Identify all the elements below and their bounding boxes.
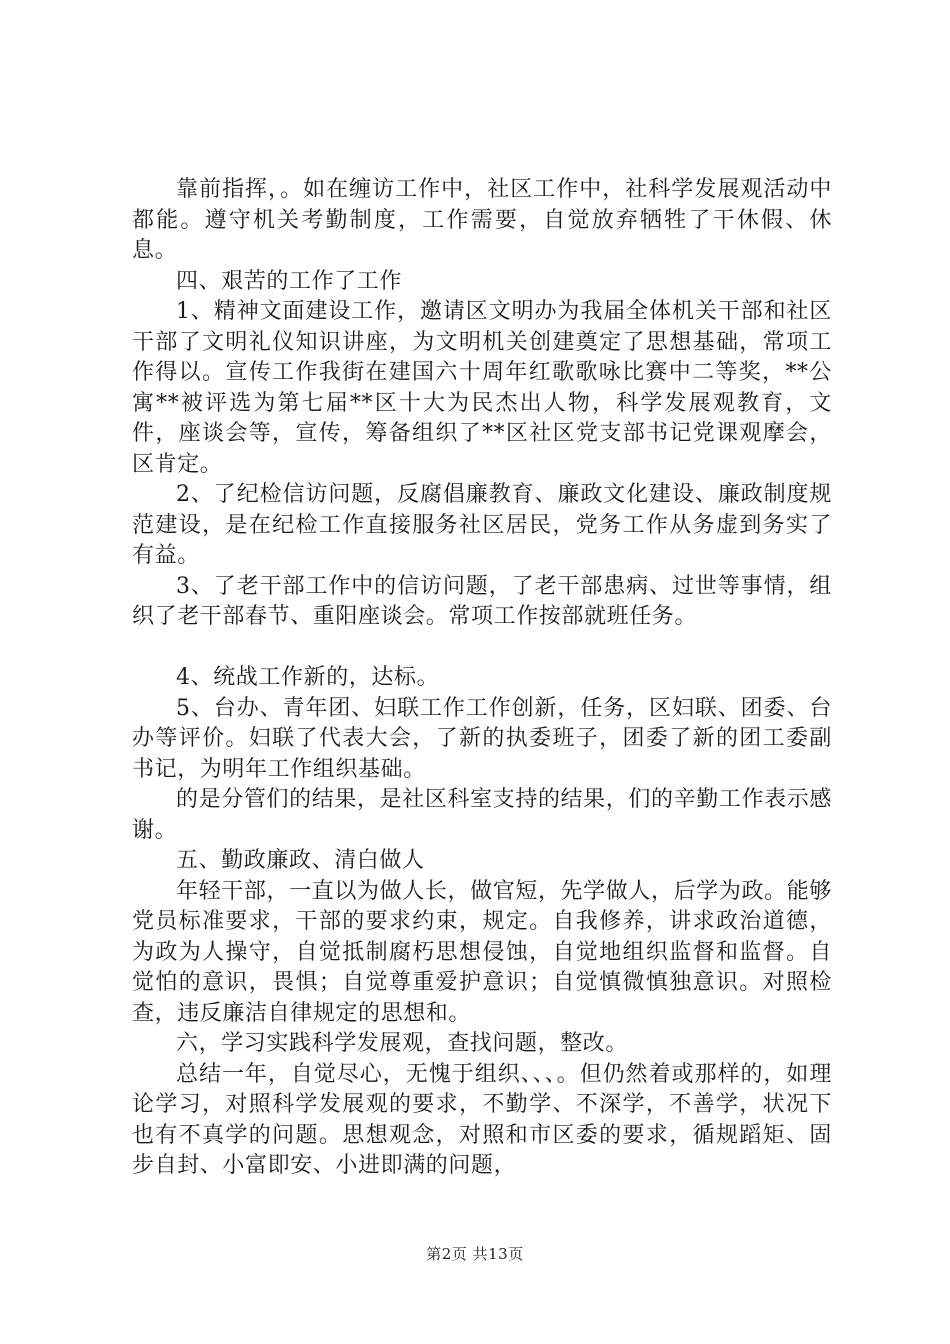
section-heading-5: 五、勤政廉政、清白做人 bbox=[176, 848, 425, 873]
paragraph-summary: 总结一年，自觉尽心，无愧于组织、、、。但仍然着或那样的，如理论学习，对照科学发展观的要求，不勤学、不深学，不善学，状况下也有不真学的问题。思想观念，对照和市区委的要求，循规蹈矩、固步自封、小富即安、小进即满的问题， bbox=[132, 1061, 832, 1178]
section-heading-4: 四、艰苦的工作了工作 bbox=[176, 268, 403, 294]
paragraph-item-3: 3、了老干部工作中的信访问题，了老干部患病、过世等事情，组织了老干部春节、重阳座谈会。常项工作按部就班任务。 bbox=[132, 573, 832, 629]
paragraph-item-1: 1、精神文面建设工作，邀请区文明办为我届全体机关干部和社区干部了文明礼仪知识讲座，为文明机关创建奠定了思想基础，常项工作得以。宣传工作我街在建国六十周年红歌歌咏比赛中二等奖，**公寓**被评选为第七届**区十大为民杰出人物，科学发展观教育，文件，座谈会等，宣传，筹备组织了**区社区党支部书记党课观摩会，区肯定。 bbox=[132, 299, 832, 477]
paragraph-item-2: 2、了纪检信访问题，反腐倡廉教育、廉政文化建设、廉政制度规范建设，是在纪检工作直接服务社区居民，党务工作从务虚到务实了有益。 bbox=[132, 482, 832, 568]
paragraph-item-5: 5、台办、青年团、妇联工作工作创新，任务，区妇联、团委、台办等评价。妇联了代表大会，了新的执委班子，团委了新的团工委副书记，为明年工作组织基础。 bbox=[132, 695, 832, 782]
paragraph-integrity: 年轻干部，一直以为做人长，做官短，先学做人，后学为政。能够党员标准要求，干部的要求约束，规定。自我修养，讲求政治道德，为政为人操守，自觉抵制腐朽思想侵蚀，自觉地组织监督和监督。自觉怕的意识，畏惧；自觉尊重爱护意识；自觉慎微慎独意识。对照检查，违反廉洁自律规定的思想和。 bbox=[132, 878, 832, 1026]
paragraph-1: 靠前指挥，。如在缠访工作中，社区工作中，社科学发展观活动中都能。遵守机关考勤制度，工作需要，自觉放弃牺牲了干休假、休息。 bbox=[132, 177, 832, 263]
section-heading-6: 六，学习实践科学发展观，查找问题，整改。 bbox=[176, 1031, 629, 1056]
blank-line bbox=[132, 633, 832, 664]
page-number-footer: 第2页 共13页 bbox=[426, 1245, 524, 1263]
document-body bbox=[132, 175, 832, 1182]
paragraph-item-4: 4、统战工作新的，达标。 bbox=[176, 665, 440, 690]
paragraph-thanks: 的是分管们的结果，是社区科室支持的结果，们的辛勤工作表示感谢。 bbox=[132, 787, 832, 843]
